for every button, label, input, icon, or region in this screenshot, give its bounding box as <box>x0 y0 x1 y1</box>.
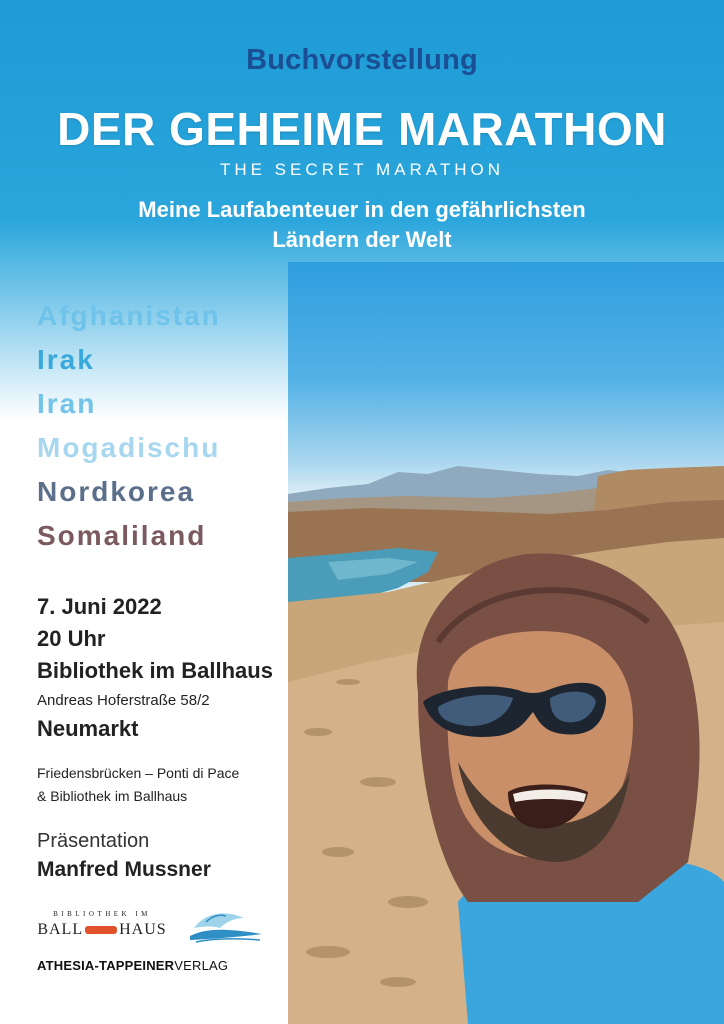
partners-line1: Friedensbrücken – Ponti di Pace <box>37 765 240 781</box>
partners-line2: & Bibliothek im Ballhaus <box>37 788 188 804</box>
presentation-label: Präsentation <box>37 830 150 852</box>
cover-photo <box>288 262 724 1024</box>
german-subtitle-line1: Meine Laufabenteuer in den gefährlichsten <box>138 197 586 222</box>
presenter-name: Manfred Mussner <box>37 858 211 881</box>
event-address: Andreas Hoferstraße 58/2 <box>37 692 210 709</box>
event-venue: Bibliothek im Ballhaus <box>37 658 273 683</box>
country-item: Afghanistan <box>37 300 221 331</box>
landscape-illustration <box>288 262 724 1024</box>
event-date: 7. Juni 2022 <box>37 594 162 619</box>
publisher-name-bold: ATHESIA-TAPPEINER <box>37 958 175 973</box>
bus-icon <box>85 926 117 934</box>
library-logo-bottom <box>37 921 167 939</box>
country-item: Iran <box>37 388 97 419</box>
library-logo-right: HAUS <box>119 921 167 938</box>
dove-icon <box>186 906 266 946</box>
country-item: Somaliland <box>37 520 207 551</box>
event-town: Neumarkt <box>37 716 139 741</box>
german-subtitle <box>0 195 724 255</box>
german-subtitle-line2: Ländern der Welt <box>272 227 452 252</box>
country-item: Mogadischu <box>37 432 221 463</box>
publisher-logo <box>37 958 297 973</box>
library-logo <box>37 910 167 946</box>
event-partners <box>37 762 297 808</box>
country-list <box>37 294 297 558</box>
library-logo-left: BALL <box>37 921 84 938</box>
country-item: Nordkorea <box>37 476 196 507</box>
event-kicker: Buchvorstellung <box>246 44 478 76</box>
publisher-name-thin: VERLAG <box>174 958 229 973</box>
country-item: Irak <box>37 344 95 375</box>
library-logo-top: BIBLIOTHEK IM <box>53 910 151 918</box>
english-subtitle: THE SECRET MARATHON <box>219 160 505 179</box>
event-time: 20 Uhr <box>37 626 106 651</box>
book-title: DER GEHEIME MARATHON <box>57 103 667 155</box>
peace-bridges-logo <box>186 906 266 946</box>
event-info <box>37 592 297 884</box>
